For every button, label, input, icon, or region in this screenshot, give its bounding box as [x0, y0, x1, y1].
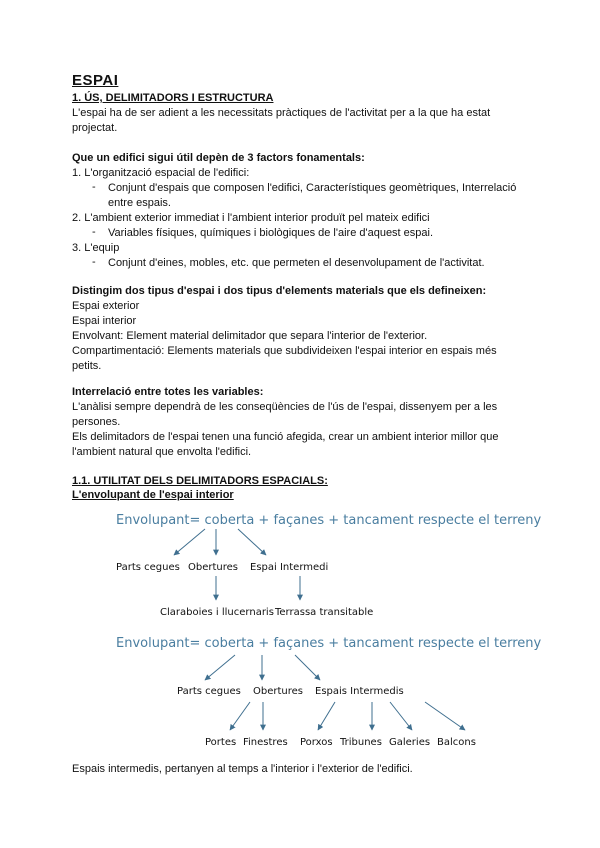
- footer-line: Espais intermedis, pertanyen al temps a l'interior i l'exterior de l'edifici.: [72, 763, 413, 775]
- factor-item-2: 2. L'ambient exterior immediat i l'ambient interior produït pel mateix edifici: [72, 212, 430, 224]
- types-heading: Distingim dos tipus d'espai i dos tipus d'elements materials que els defineixen:: [72, 285, 487, 297]
- diagram1-child-espai-intermedi: Espai Intermedi: [250, 562, 329, 573]
- factor-item-3-sub: Conjunt d'eines, mobles, etc. que permeten el desenvolupament de l'activitat.: [108, 257, 485, 269]
- diagram2-arrow: [425, 702, 465, 730]
- diagram2-grandchild-portes: Portes: [205, 737, 237, 748]
- interrel-line-1: L'anàlisi sempre dependrà de les conseqüències de l'ús de l'espai, dissenyem per a les: [72, 401, 498, 413]
- diagram1-child-obertures: Obertures: [188, 562, 238, 573]
- intro-line-2: projectat.: [72, 122, 118, 134]
- diagram2-grandchild-balcons: Balcons: [437, 737, 476, 748]
- interrel-heading: Interrelació entre totes les variables:: [72, 386, 264, 398]
- bullet-dash: -: [92, 226, 96, 238]
- diagram2-child-parts-cegues: Parts cegues: [177, 686, 241, 697]
- bullet-dash: -: [92, 256, 96, 268]
- diagram2-child-obertures: Obertures: [253, 686, 303, 697]
- interrel-line-3: Els delimitadors de l'espai tenen una funció afegida, crear un ambient interior millor que: [72, 431, 499, 443]
- diagram1-root: Envolupant= coberta + façanes + tancament respecte el terreny: [116, 513, 542, 528]
- factor-item-1: 1. L'organització espacial de l'edifici:: [72, 167, 250, 179]
- diagram2-grandchild-tribunes: Tribunes: [340, 737, 382, 748]
- diagram1-child-parts-cegues: Parts cegues: [116, 562, 180, 573]
- factor-item-1-sub: [108, 181, 528, 211]
- diagram1-arrow: [238, 529, 266, 555]
- diagram1-grandchild-claraboies: Claraboies i llucernaris: [160, 607, 274, 618]
- diagram2-grandchild-porxos: Porxos: [300, 737, 333, 748]
- interrel-line-2: persones.: [72, 416, 121, 428]
- intro-line-1: L'espai ha de ser adient a les necessitats pràctiques de l'activitat per a la que ha estat: [72, 107, 491, 119]
- section-subheading: L'envolupant de l'espai interior: [72, 489, 234, 501]
- factor-item-2-sub: Variables físiques, químiques i biològiques de l'aire d'aquest espai.: [108, 227, 434, 239]
- interrel-line-4: l'ambient natural que envolta l'edifici.: [72, 446, 252, 458]
- types-line-4b: petits.: [72, 360, 102, 372]
- diagram2-arrow: [390, 702, 412, 730]
- bullet-dash: -: [92, 181, 96, 193]
- interrel-paragraph: [72, 400, 528, 460]
- section-heading-1: 1. ÚS, DELIMITADORS I ESTRUCTURA: [72, 92, 274, 104]
- diagram1-grandchild-terrassa: Terrassa transitable: [275, 607, 374, 618]
- factor-item-1-sub-line-2: entre espais.: [108, 197, 171, 209]
- diagram2-grandchild-galeries: Galeries: [389, 737, 431, 748]
- diagram2-arrow: [295, 655, 320, 680]
- factor-item-1-sub-line-1: Conjunt d'espais que composen l'edifici, Característiques geomètriques, Interrelació: [108, 182, 517, 194]
- types-line-1: Espai exterior: [72, 300, 140, 312]
- factor-item-3: 3. L'equip: [72, 242, 120, 254]
- types-line-4: [72, 344, 528, 374]
- factors-heading: Que un edifici sigui útil depèn de 3 factors fonamentals:: [72, 152, 365, 164]
- diagram2-arrow: [205, 655, 235, 680]
- diagram1-arrow: [174, 529, 205, 555]
- types-line-4a: Compartimentació: Elements materials que subdivideixen l'espai interior en espais més: [72, 345, 497, 357]
- diagram2-arrow: [230, 702, 250, 730]
- diagram2-root: Envolupant= coberta + façanes + tancament respecte el terreny: [116, 636, 542, 651]
- types-line-2: Espai interior: [72, 315, 137, 327]
- intro-paragraph: [72, 106, 528, 136]
- diagram2-child-espais-intermedis: Espais Intermedis: [315, 686, 404, 697]
- page-title: ESPAI: [72, 72, 119, 89]
- diagram2-arrow: [318, 702, 335, 730]
- diagram2-grandchild-finestres: Finestres: [243, 737, 288, 748]
- section-heading-1-1: 1.1. UTILITAT DELS DELIMITADORS ESPACIALS:: [72, 475, 328, 487]
- types-line-3: Envolvant: Element material delimitador que separa l'interior de l'exterior.: [72, 330, 428, 342]
